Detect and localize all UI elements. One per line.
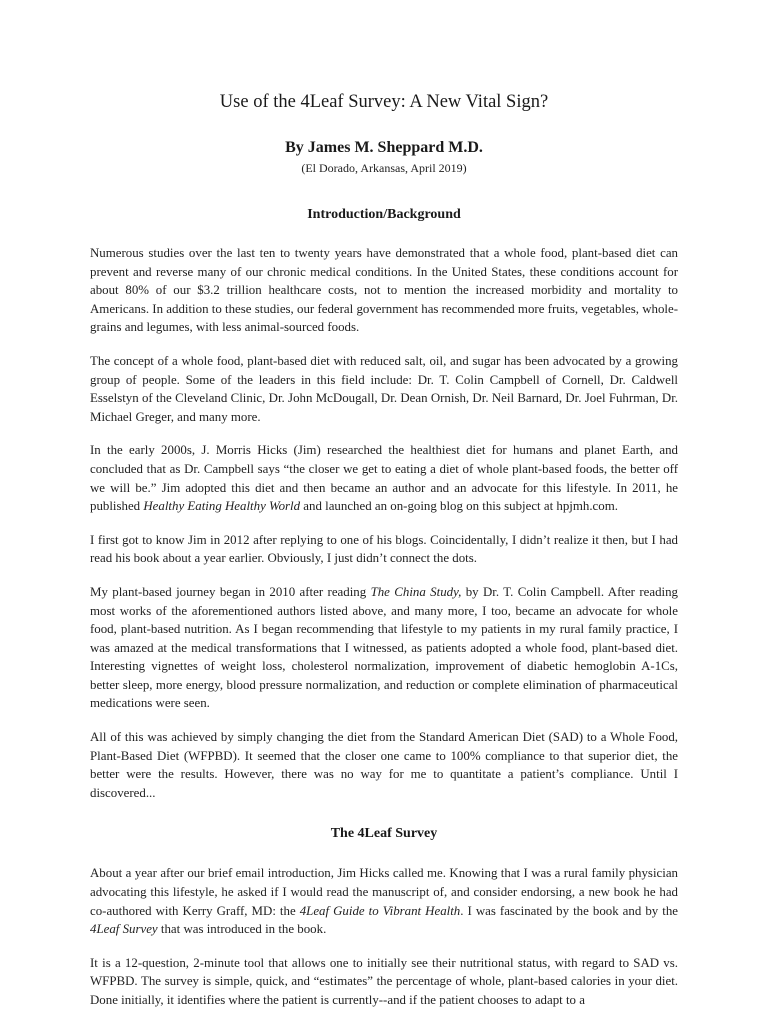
paragraph: I first got to know Jim in 2012 after replying to one of his blogs. Coincidentally, I didn’t realize it then, but I had read his book about a year earlier. Obviously, I just didn’t connect the dots. [90, 532, 678, 566]
document-title: Use of the 4Leaf Survey: A New Vital Sign? [219, 92, 549, 112]
book-title: Healthy Eating Healthy World [143, 499, 301, 514]
paragraph: About a year after our brief email introduction, Jim Hicks called me. Knowing that I was a rural family physician advocating this lifestyle, he asked if I would read the manuscript of, and consider endorsing, a new book he had co-authored with Kerry Graff, MD: the 4Leaf Guide to Vibrant Health. I was fascinated by the book and by the 4Leaf Survey that was introduced in the book. [90, 866, 678, 937]
paragraph: The concept of a whole food, plant-based diet with reduced salt, oil, and sugar has been advocated by a growing group of people. Some of the leaders in this field include: Dr. T. Colin Campbell of Cornell, Dr. Caldwell Esselstyn of the Cleveland Clinic, Dr. John McDougall, Dr. Dean Ornish, Dr. Neil Barnard, Dr. Joel Fuhrman, Dr. Michael Greger, and many more. [90, 353, 678, 424]
author-byline: By James M. Sheppard M.D. [285, 139, 483, 156]
section-heading-4leaf-survey: The 4Leaf Survey [330, 826, 438, 842]
survey-title: 4Leaf Survey [90, 922, 158, 937]
paragraph: Numerous studies over the last ten to twenty years have demonstrated that a whole food, plant-based diet can prevent and reverse many of our chronic medical conditions. In the United States, these conditions account for about 80% of our $3.2 trillion healthcare costs, not to mention the increased morbidity and mortality to Americans. In addition to these studies, our federal government has recommended more fruits, vegetables, whole-grains and legumes, with less animal-sourced foods. [90, 246, 678, 335]
paragraph: My plant-based journey began in 2010 after reading The China Study, by Dr. T. Colin Campbell. After reading most works of the aforementioned authors listed above, and many more, I too, became an advocate for whole food, plant-based nutrition. As I began recommending that lifestyle to my patients in my rural family practice, I was amazed at the medical transformations that I witnessed, as patients adopted a whole food, plant-based diet. Interesting vignettes of weight loss, cholesterol normalization, improvement of diabetic hemoglobin A-1Cs, better sleep, more energy, blood pressure normalization, and reduction or complete elimination of pharmaceutical medications were seen. [90, 584, 678, 711]
paragraph: In the early 2000s, J. Morris Hicks (Jim) researched the healthiest diet for humans and planet Earth, and concluded that as Dr. Campbell says “the closer we get to eating a diet of whole plant-based foods, the better off we will be.” Jim adopted this diet and then became an author and an advocate for this lifestyle. In 2011, he published Healthy Eating Healthy World and launched an on-going blog on this subject at hpjmh.com. [90, 443, 678, 514]
section-heading-introduction: Introduction/Background [307, 207, 461, 222]
paragraph: All of this was achieved by simply changing the diet from the Standard American Diet (SAD) to a Whole Food, Plant-Based Diet (WFPBD). It seemed that the closer one came to 100% compliance to that superior diet, the better were the results. However, there was no way for me to quantitate a patient’s compliance. Until I discovered... [90, 730, 678, 800]
paragraph: It is a 12-question, 2-minute tool that allows one to initially see their nutritional status, with regard to SAD vs. WFPBD. The survey is simple, quick, and “estimates” the percentage of whole, plant-based calories in your diet. Done initially, it identifies where the patient is currently--and if the patient chooses to adapt to a [90, 955, 678, 1007]
book-title: 4Leaf Guide to Vibrant Health [299, 903, 461, 918]
book-title: The China Study, [370, 584, 462, 599]
location-date: (El Dorado, Arkansas, April 2019) [301, 161, 467, 175]
